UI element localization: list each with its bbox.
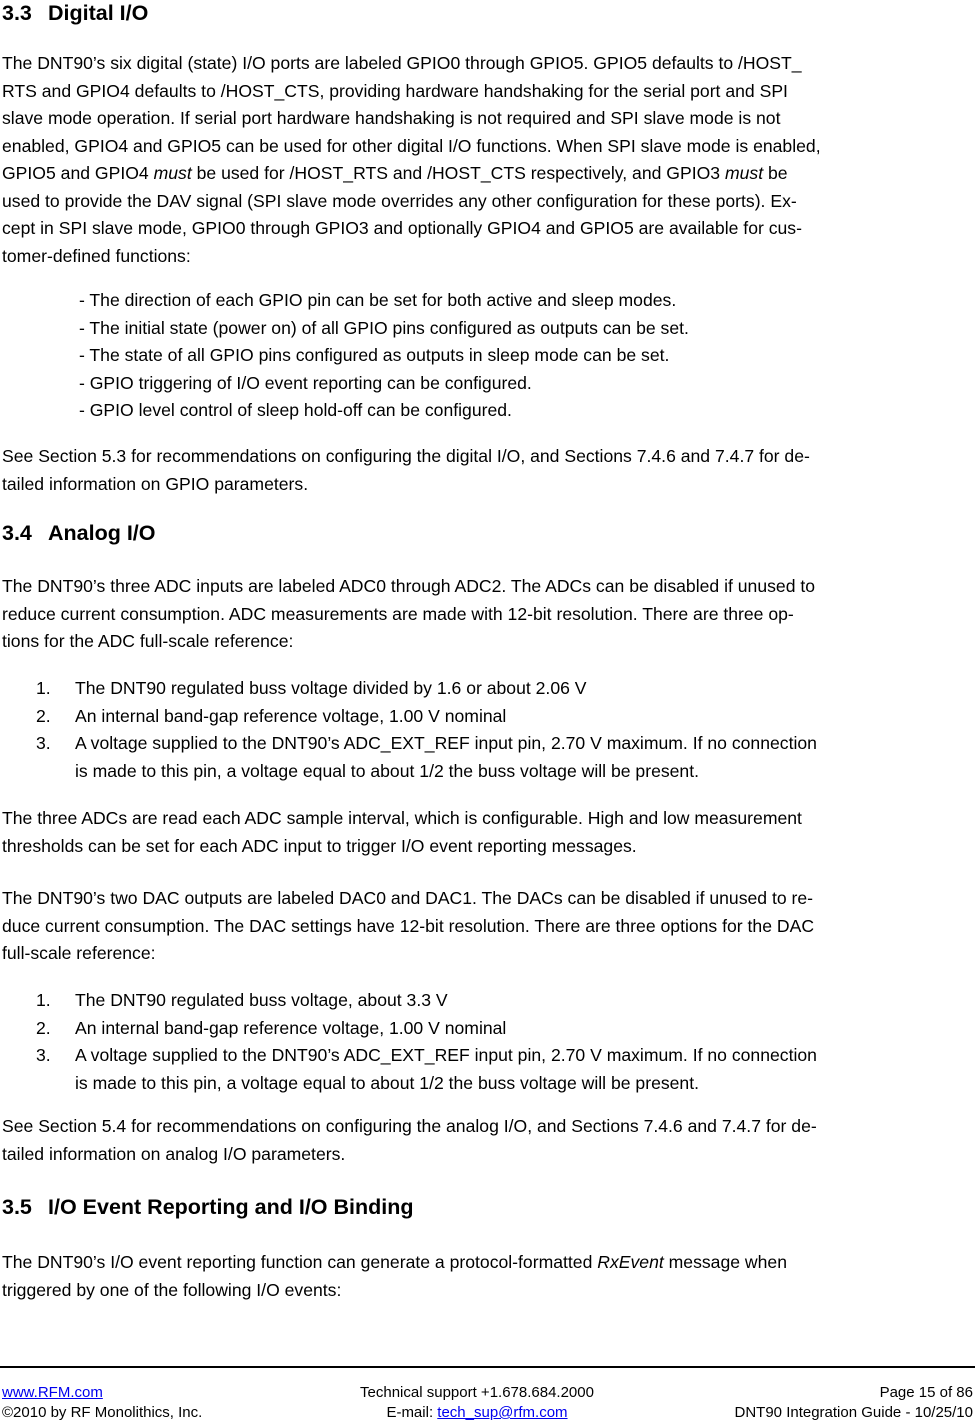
- list-item: - The initial state (power on) of all GPIO pins configured as outputs can be set.: [79, 317, 689, 338]
- emphasis: must: [724, 163, 764, 183]
- heading-3-3: [2, 0, 148, 26]
- list-item: [0, 675, 975, 703]
- emphasis: RxEvent: [597, 1252, 664, 1272]
- heading-title: Digital I/O: [48, 1, 149, 25]
- list-text: A voltage supplied to the DNT90’s ADC_EXT_REF input pin, 2.70 V maximum. If no connection: [75, 1045, 817, 1065]
- text-line: tailed information on GPIO parameters.: [2, 473, 309, 494]
- text-run: message when: [663, 1252, 787, 1272]
- list-number: 2.: [36, 705, 51, 726]
- adc-reference-list: [0, 675, 975, 785]
- text-run: GPIO5 and GPIO4: [2, 163, 154, 183]
- text-line: used to provide the DAV signal (SPI slave mode overrides any other configuration for these ports). Ex-: [2, 190, 797, 211]
- list-item: [0, 703, 975, 731]
- text-line: reduce current consumption. ADC measurements are made with 12-bit resolution. There are three op-: [2, 603, 794, 624]
- text-line: RTS and GPIO4 defaults to /HOST_CTS, providing hardware handshaking for the serial port and SPI: [2, 80, 788, 101]
- text-line: The DNT90’s two DAC outputs are labeled DAC0 and DAC1. The DACs can be disabled if unused to re-: [2, 888, 814, 908]
- text-line: See Section 5.3 for recommendations on configuring the digital I/O, and Sections 7.4.6 and 7.4.7 for de-: [2, 446, 810, 466]
- heading-3-4: [2, 520, 156, 546]
- list-text: The DNT90 regulated buss voltage, about 3.3 V: [75, 990, 448, 1010]
- list-text: An internal band-gap reference voltage, 1.00 V nominal: [75, 705, 507, 726]
- text-line: tomer-defined functions:: [2, 245, 191, 266]
- text-line: duce current consumption. The DAC settings have 12-bit resolution. There are three options for the DAC: [2, 915, 815, 936]
- footer-support: Technical support +1.678.684.2000: [360, 1384, 594, 1401]
- heading-title: I/O Event Reporting and I/O Binding: [48, 1195, 414, 1219]
- heading-number: 3.3: [2, 1, 32, 25]
- text-line: [2, 160, 972, 188]
- list-number: 1.: [36, 678, 51, 698]
- list-number: 3.: [36, 733, 51, 753]
- text-run: be used for /HOST_RTS and /HOST_CTS respectively, and GPIO3: [191, 163, 725, 183]
- list-item: [0, 1042, 975, 1097]
- text-line: triggered by one of the following I/O events:: [2, 1279, 342, 1300]
- footer-copyright: ©2010 by RF Monolithics, Inc.: [2, 1404, 203, 1421]
- heading-title: Analog I/O: [48, 521, 156, 545]
- email-label: E-mail:: [386, 1404, 438, 1421]
- adc-paragraph: [2, 573, 972, 656]
- emphasis: must: [153, 163, 192, 183]
- gpio-feature-list: [79, 287, 689, 425]
- list-item: - The state of all GPIO pins configured as outputs in sleep mode can be set.: [79, 345, 670, 365]
- list-number: 3.: [36, 1045, 51, 1065]
- list-item: [0, 730, 975, 785]
- list-text: is made to this pin, a voltage equal to about 1/2 the buss voltage will be present.: [75, 760, 699, 781]
- text-line: The three ADCs are read each ADC sample interval, which is configurable. High and low measurement: [2, 808, 802, 828]
- event-reporting-paragraph: [2, 1249, 972, 1304]
- list-text: is made to this pin, a voltage equal to about 1/2 the buss voltage will be present.: [75, 1072, 699, 1093]
- text-line: tailed information on analog I/O parameters.: [2, 1143, 346, 1164]
- digital-io-paragraph: [2, 50, 972, 270]
- text-line: See Section 5.4 for recommendations on configuring the analog I/O, and Sections 7.4.6 and 7.4.7 for de-: [2, 1116, 817, 1136]
- heading-3-5: [2, 1194, 414, 1220]
- footer-website[interactable]: [2, 1383, 103, 1403]
- dac-reference-list: [0, 987, 975, 1097]
- analog-io-see-also: [2, 1113, 972, 1168]
- list-text: The DNT90 regulated buss voltage divided by 1.6 or about 2.06 V: [75, 678, 587, 698]
- text-run: be: [763, 163, 788, 183]
- heading-number: 3.5: [2, 1195, 32, 1219]
- text-line: cept in SPI slave mode, GPIO0 through GPIO3 and optionally GPIO4 and GPIO5 are available for cus-: [2, 218, 802, 238]
- footer-page-number: Page 15 of 86: [879, 1384, 973, 1401]
- list-item: [0, 987, 975, 1015]
- list-item: [0, 1015, 975, 1043]
- list-number: 2.: [36, 1017, 51, 1038]
- list-text: A voltage supplied to the DNT90’s ADC_EXT_REF input pin, 2.70 V maximum. If no connection: [75, 733, 817, 753]
- text-run: The DNT90’s I/O event reporting function can generate a protocol-formatted: [2, 1252, 598, 1272]
- list-item: - GPIO level control of sleep hold-off can be configured.: [79, 400, 512, 420]
- text-line: full-scale reference:: [2, 943, 156, 963]
- text-line: tions for the ADC full-scale reference:: [2, 631, 294, 651]
- list-item: - The direction of each GPIO pin can be set for both active and sleep modes.: [79, 290, 677, 310]
- adc-sampling-paragraph: [2, 805, 972, 860]
- text-line: thresholds can be set for each ADC input to trigger I/O event reporting messages.: [2, 835, 637, 856]
- list-text: An internal band-gap reference voltage, 1.00 V nominal: [75, 1017, 507, 1038]
- website-link[interactable]: www.RFM.com: [2, 1384, 103, 1401]
- list-item: - GPIO triggering of I/O event reporting can be configured.: [79, 372, 532, 393]
- list-number: 1.: [36, 990, 51, 1010]
- email-link[interactable]: tech_sup@rfm.com: [437, 1404, 568, 1421]
- footer-divider: [0, 1366, 975, 1368]
- digital-io-see-also: [2, 443, 972, 498]
- footer-doc-title: DNT90 Integration Guide - 10/25/10: [734, 1404, 973, 1421]
- text-line: enabled, GPIO4 and GPIO5 can be used for other digital I/O functions. When SPI slave mode is enabled,: [2, 135, 821, 156]
- footer-email: [327, 1403, 627, 1423]
- heading-number: 3.4: [2, 521, 32, 545]
- text-line: slave mode operation. If serial port hardware handshaking is not required and SPI slave mode is not: [2, 108, 781, 128]
- text-line: The DNT90’s six digital (state) I/O ports are labeled GPIO0 through GPIO5. GPIO5 defaults to /HOST_: [2, 53, 802, 73]
- text-line: [2, 1249, 972, 1277]
- dac-paragraph: [2, 885, 972, 968]
- text-line: The DNT90’s three ADC inputs are labeled ADC0 through ADC2. The ADCs can be disabled if unused to: [2, 576, 816, 596]
